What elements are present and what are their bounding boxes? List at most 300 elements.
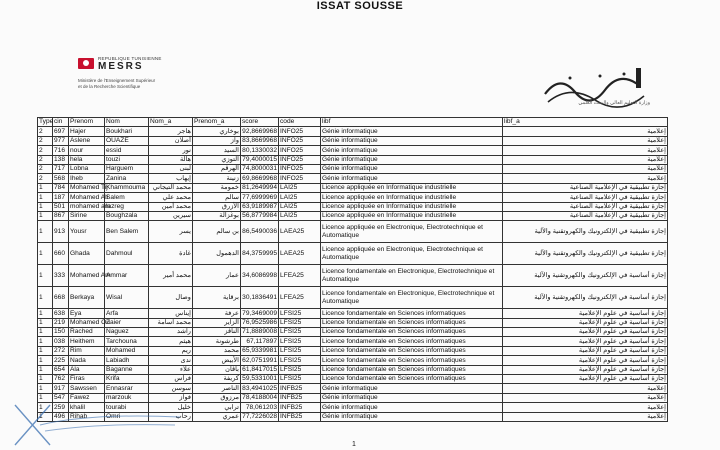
cell-nom-a: فواز	[149, 393, 193, 402]
table-body	[38, 127, 668, 422]
cell-libf-a: إجازة أساسية في علوم الإعلامية	[503, 346, 668, 355]
cell-type: 1	[38, 318, 53, 327]
cell-code: LFSI25	[279, 328, 321, 337]
cell-libf-a: إجازة تطبيقية في الإعلامية الصناعية	[503, 193, 668, 202]
cell-libf-a: إعلامية	[503, 155, 668, 164]
cell-libf: Licence fondamentale en Electronique, Electrotechnique et Automatique	[321, 287, 503, 309]
table-row	[38, 346, 668, 355]
cell-code: LFSI25	[279, 375, 321, 384]
cell-code: INFB25	[279, 403, 321, 412]
cell-cin: 668	[53, 287, 69, 309]
table-row	[38, 384, 668, 393]
cell-nom: OUAZE	[105, 136, 149, 145]
header-type: Type	[39, 118, 54, 126]
cell-libf: Licence appliquée en Informatique industrielle	[321, 202, 503, 211]
cell-code: LAI25	[279, 202, 321, 211]
cell-code: LFSI25	[279, 356, 321, 365]
cell-prenom: Sirine	[69, 211, 105, 220]
cell-code: INFO25	[279, 155, 321, 164]
cell-prenom-a: الزاير	[193, 318, 241, 327]
cell-nom-a: إيناس	[149, 309, 193, 318]
cell-libf-a: إجازة أساسية في الإلكترونيك والكهروتقنية والآلية	[503, 265, 668, 287]
cell-cin: 717	[53, 164, 69, 173]
cell-prenom: Aslene	[69, 136, 105, 145]
cell-prenom-a: السيد	[193, 146, 241, 155]
cell-prenom: Fawez	[69, 393, 105, 402]
cell-libf-a: إعلامية	[503, 164, 668, 173]
cell-type: 1	[38, 412, 53, 421]
table-row	[38, 328, 668, 337]
cell-libf: Licence fondamentale en Sciences informatiques	[321, 346, 503, 355]
cell-prenom-a: خمومة	[193, 183, 241, 192]
cell-type: 1	[38, 365, 53, 374]
cell-cin: 272	[53, 346, 69, 355]
cell-cin: 784	[53, 183, 69, 192]
cell-nom-a: ريم	[149, 346, 193, 355]
cell-prenom-a: الناصر	[193, 384, 241, 393]
cell-libf: Licence appliquée en Informatique industrielle	[321, 211, 503, 220]
cell-nom-a: ندى	[149, 356, 193, 365]
cell-cin: 977	[53, 136, 69, 145]
cell-type: 1	[38, 375, 53, 384]
cell-nom-a: محمد أمير	[149, 265, 193, 287]
cell-type: 1	[38, 183, 53, 192]
cell-nom: lazreg	[105, 202, 149, 211]
header-cin: cin	[53, 118, 69, 127]
cell-cin: 913	[53, 221, 69, 243]
cell-nom-a: محمد التيجاني	[149, 183, 193, 192]
cell-prenom-a: زنينة	[193, 174, 241, 183]
table-row	[38, 164, 668, 173]
cell-score: 79,3469009	[242, 309, 277, 317]
cell-prenom: Rached	[69, 328, 105, 337]
table-row	[38, 221, 668, 243]
cell-libf: Licence fondamentale en Sciences informatiques	[321, 337, 503, 346]
cell-libf: Génie informatique	[321, 155, 503, 164]
table-row	[38, 183, 668, 192]
cell-cin: 762	[53, 375, 69, 384]
cell-type: 1	[38, 309, 53, 318]
cell-prenom: Sawssen	[69, 384, 105, 393]
cell-cin: 225	[53, 356, 69, 365]
cell-prenom-a: الهرڨم	[193, 164, 241, 173]
table-row	[38, 155, 668, 164]
mesrs-logo	[78, 56, 228, 116]
doc-title: ISSAT SOUSSE	[316, 0, 404, 12]
cell-nom-a: سيرين	[149, 211, 193, 220]
cell-score: 67,117897	[241, 337, 279, 346]
cell-nom: Krifa	[105, 375, 149, 384]
cell-prenom-a: محمد	[193, 346, 241, 355]
cell-score: 83,4941025	[242, 384, 277, 392]
cell-prenom: Eya	[69, 309, 105, 318]
cell-score: 78,4188004	[242, 394, 277, 402]
cell-cin: 259	[53, 403, 69, 412]
cell-libf: Licence appliquée en Electronique, Electrotechnique et Automatique	[321, 221, 503, 243]
cell-libf-a: إجازة تطبيقية في الإلكترونيك والكهروتقنية والآلية	[503, 221, 668, 243]
cell-nom-a: محمد علي	[149, 193, 193, 202]
cell-libf-a: إعلامية	[503, 384, 668, 393]
cell-prenom-a: التوزي	[193, 155, 241, 164]
cell-nom-a: لبنى	[149, 164, 193, 173]
cell-prenom: Rihab	[69, 412, 105, 421]
cell-type: 1	[38, 221, 53, 243]
cell-libf: Licence fondamentale en Sciences informatiques	[321, 356, 503, 365]
table-row	[38, 127, 668, 136]
cell-prenom-a: عمار	[193, 265, 241, 287]
cell-cin: 496	[53, 412, 69, 421]
cell-score: 56,8779984	[242, 212, 277, 220]
cell-nom-a: إيهاب	[149, 174, 193, 183]
cell-libf: Génie informatique	[321, 174, 503, 183]
cell-libf: Licence appliquée en Informatique industrielle	[321, 183, 503, 192]
table-row	[38, 202, 668, 211]
cell-nom-a: رحاب	[149, 412, 193, 421]
cell-libf-a: إجازة أساسية في علوم الإعلامية	[503, 337, 668, 346]
cell-score: 77,6999969	[242, 193, 277, 201]
cell-prenom-a: طرشونة	[193, 337, 241, 346]
republic-label: REPUBLIQUE TUNISIENNE	[98, 56, 162, 61]
table-row	[38, 243, 668, 265]
cell-code: LAEA25	[279, 221, 321, 243]
cell-cin: 219	[53, 318, 69, 327]
cell-prenom-a: الأزرق	[193, 202, 241, 211]
cell-prenom: Nada	[69, 356, 105, 365]
cell-nom: Dahmoul	[105, 243, 149, 265]
header-code: code	[279, 118, 321, 127]
cell-prenom: Rim	[69, 346, 105, 355]
cell-cin: 654	[53, 365, 69, 374]
cell-nom: Zaier	[105, 318, 149, 327]
cell-cin: 333	[53, 265, 69, 287]
cell-libf: Licence fondamentale en Sciences informatiques	[321, 365, 503, 374]
cell-prenom: Iheb	[69, 174, 105, 183]
cell-prenom-a: بن سالم	[193, 221, 241, 243]
cell-score: 86,5490036	[241, 221, 279, 243]
cell-libf: Licence fondamentale en Sciences informatiques	[321, 328, 503, 337]
cell-nom: Arfa	[105, 309, 149, 318]
cell-code: INFO25	[279, 136, 321, 145]
cell-score: 69,8669968	[242, 174, 277, 182]
mesrs-acronym: MESRS	[98, 61, 144, 72]
cell-nom: tourabi	[105, 403, 149, 412]
cell-nom: Zanina	[105, 174, 149, 183]
table-row	[38, 309, 668, 318]
header-prenom-a: Prenom_a	[193, 118, 241, 127]
cell-libf: Génie informatique	[321, 164, 503, 173]
cell-code: LFSI25	[279, 309, 321, 318]
cell-cin: 867	[53, 211, 69, 220]
cell-libf-a: إجازة تطبيقية في الإلكترونيك والكهروتقنية والآلية	[503, 243, 668, 265]
cell-nom-a: غادة	[149, 243, 193, 265]
cell-libf-a: إعلامية	[503, 412, 668, 421]
cell-nom: Tarchouna	[105, 337, 149, 346]
cell-score: 34,6086998	[241, 265, 279, 287]
header-libf: libf	[321, 118, 503, 127]
table-row	[38, 265, 668, 287]
cell-cin: 501	[53, 202, 69, 211]
results-table	[37, 117, 668, 422]
cell-code: INFO25	[279, 127, 321, 136]
header-nom: Nom	[105, 118, 149, 127]
cell-cin: 917	[53, 384, 69, 393]
cell-score: 74,8000031	[242, 165, 277, 173]
cell-score: 76,9525986	[242, 319, 277, 327]
cell-libf: Licence appliquée en Informatique industrielle	[321, 193, 503, 202]
cell-nom-a: سوسن	[149, 384, 193, 393]
cell-score: 83,8669968	[242, 137, 277, 145]
cell-libf-a: إجازة أساسية في علوم الإعلامية	[503, 375, 668, 384]
cell-libf: Licence fondamentale en Sciences informatiques	[321, 318, 503, 327]
cell-libf: Génie informatique	[321, 403, 503, 412]
cell-libf: Licence fondamentale en Electronique, Electrotechnique et Automatique	[321, 265, 503, 287]
cell-libf: Licence fondamentale en Sciences informatiques	[321, 375, 503, 384]
cell-libf-a: إجازة تطبيقية في الإعلامية الصناعية	[503, 202, 668, 211]
cell-libf-a: إجازة تطبيقية في الإعلامية الصناعية	[503, 211, 668, 220]
cell-nom: Salem	[105, 193, 149, 202]
cell-type: 1	[38, 211, 53, 220]
cell-nom-a: راشد	[149, 328, 193, 337]
cell-nom: Khammouma	[105, 183, 149, 192]
cell-prenom: Mohamed Tij	[70, 184, 108, 192]
cell-libf-a: إعلامية	[503, 403, 668, 412]
cell-prenom: Mohamed Am	[69, 265, 105, 287]
cell-score: 30,1836491	[241, 287, 279, 309]
cell-code: LFSI25	[279, 318, 321, 327]
cell-libf-a: إجازة أساسية في الإلكترونيك والكهروتقنية والآلية	[503, 287, 668, 309]
cell-libf: Licence appliquée en Electronique, Electrotechnique et Automatique	[321, 243, 503, 265]
cell-score: 81,2649994	[242, 184, 277, 192]
cell-libf-a: إجازة أساسية في علوم الإعلامية	[503, 365, 668, 374]
cell-cin: 150	[53, 328, 69, 337]
cell-libf-a: إعلامية	[503, 393, 668, 402]
cell-nom: essid	[105, 146, 149, 155]
tunisia-flag-icon	[78, 58, 94, 69]
table-row	[38, 193, 668, 202]
cell-libf-a: إجازة أساسية في علوم الإعلامية	[503, 328, 668, 337]
cell-score: 61,8417015	[242, 366, 277, 374]
cell-libf-a: إجازة أساسية في علوم الإعلامية	[503, 318, 668, 327]
cell-libf: Génie informatique	[321, 146, 503, 155]
header-score: score	[241, 118, 279, 127]
cell-prenom-a: الدهمول	[193, 243, 241, 265]
cell-cin: 138	[53, 155, 69, 164]
cell-nom: Ben Salem	[105, 221, 149, 243]
cell-prenom: Mohamed Ali	[70, 193, 109, 201]
cell-nom-a: محمد اسامة	[149, 318, 193, 327]
cell-score: 59,5331001	[242, 375, 277, 383]
table-row	[38, 287, 668, 309]
cell-cin: 716	[53, 146, 69, 155]
cell-prenom: Hajer	[69, 127, 105, 136]
cell-prenom-a: واز	[193, 136, 241, 145]
cell-nom-a: هيثم	[149, 337, 193, 346]
cell-cin: 660	[53, 243, 69, 265]
cell-nom-a: علاء	[149, 365, 193, 374]
cell-libf: Génie informatique	[321, 127, 503, 136]
cell-libf: Génie informatique	[321, 384, 503, 393]
cell-prenom: hela	[69, 155, 105, 164]
cell-prenom-a: باڨان	[193, 365, 241, 374]
page-number: 1	[352, 441, 356, 448]
cell-type: 1	[38, 393, 53, 402]
cell-nom-a: خليل	[149, 403, 193, 412]
cell-prenom: Firas	[69, 375, 105, 384]
cell-code: LFSI25	[279, 365, 321, 374]
cell-code: LFSI25	[279, 337, 321, 346]
cell-code: INFO25	[279, 164, 321, 173]
signature-stamp-icon	[10, 395, 190, 450]
cell-nom-a: محمد أمين	[149, 202, 193, 211]
cell-nom-a: فراس	[149, 375, 193, 384]
cell-nom: Mohamed	[105, 346, 149, 355]
cell-code: LAI25	[279, 183, 321, 192]
cell-prenom-a: سالم	[193, 193, 241, 202]
cell-prenom-a: الناڨز	[193, 328, 241, 337]
cell-prenom-a: ترابي	[193, 403, 241, 412]
cell-nom: Boukhari	[105, 127, 149, 136]
cell-cin: 187	[53, 193, 69, 202]
cell-code: LAEA25	[279, 243, 321, 265]
cell-nom: Naguez	[105, 328, 149, 337]
cell-prenom: khalil	[69, 403, 105, 412]
cell-type: 2	[38, 164, 53, 173]
cell-prenom: Yousr	[69, 221, 105, 243]
cell-type: 2	[38, 136, 53, 145]
header-nom-a: Nom_a	[149, 118, 193, 127]
cell-nom: Baganne	[105, 365, 149, 374]
cell-type: 1	[38, 346, 53, 355]
ministry-line-2: et de la Recherche Scientifique	[78, 84, 141, 89]
header-prenom: Prenom	[69, 118, 105, 127]
cell-code: LAI25	[279, 193, 321, 202]
cell-nom-a: وصال	[149, 287, 193, 309]
cell-score: 71,8889008	[242, 328, 277, 336]
cell-prenom: nour	[69, 146, 105, 155]
cell-type: 1	[38, 384, 53, 393]
ministry-line-1: Ministère de l'Enseignement Supérieur	[78, 78, 156, 83]
cell-nom-a: هالة	[149, 155, 193, 164]
cell-code: INFO25	[279, 174, 321, 183]
cell-libf-a: إعلامية	[503, 146, 668, 155]
cell-prenom-a: عرفة	[193, 309, 241, 318]
cell-type: 2	[38, 127, 53, 136]
cell-type: 1	[38, 328, 53, 337]
table-row	[38, 211, 668, 220]
cell-nom: touzi	[105, 155, 149, 164]
table-header-row	[38, 118, 668, 127]
table-row	[38, 337, 668, 346]
cell-prenom-a: برقاية	[193, 287, 241, 309]
cell-nom-a: نور	[149, 146, 193, 155]
cell-cin: 638	[53, 309, 69, 318]
cell-libf: Licence fondamentale en Sciences informatiques	[321, 309, 503, 318]
cell-type: 2	[38, 174, 53, 183]
cell-nom: Ammar	[105, 265, 149, 287]
cell-type: 1	[38, 265, 53, 287]
cell-type: 1	[38, 287, 53, 309]
cell-cin: 547	[53, 393, 69, 402]
cell-prenom-a: كريفة	[193, 375, 241, 384]
cell-nom: Omri	[105, 412, 149, 421]
cell-prenom-a: بوخاري	[193, 127, 241, 136]
cell-nom: Harguem	[105, 164, 149, 173]
cell-prenom: Ala	[69, 365, 105, 374]
table-row	[38, 356, 668, 365]
table-row	[38, 136, 668, 145]
cell-code: INFB25	[279, 412, 321, 421]
cell-libf: Génie informatique	[321, 393, 503, 402]
cell-type: 1	[38, 356, 53, 365]
cell-nom: marzouk	[105, 393, 149, 402]
cell-prenom-a: عمري	[193, 412, 241, 421]
cell-code: LAI25	[279, 211, 321, 220]
cell-score: 80,1330032	[242, 146, 277, 154]
cell-prenom: mohamed am	[70, 202, 111, 210]
cell-libf-a: إعلامية	[503, 174, 668, 183]
cell-score: 62,0751991	[242, 356, 277, 364]
cell-score: 77,7226028	[242, 413, 277, 420]
table-row	[38, 146, 668, 155]
arabic-subtitle: وزارة التعليم العالي والبحث العلمي	[578, 100, 650, 106]
cell-prenom: Berkaya	[69, 287, 105, 309]
cell-type: 2	[38, 146, 53, 155]
cell-libf: Génie informatique	[321, 136, 503, 145]
cell-cin: 568	[53, 174, 69, 183]
cell-libf-a: إجازة أساسية في علوم الإعلامية	[503, 356, 668, 365]
cell-type: 1	[38, 193, 53, 202]
cell-nom-a: يسر	[149, 221, 193, 243]
cell-prenom: Ghada	[69, 243, 105, 265]
table-row	[38, 365, 668, 374]
cell-libf-a: إجازة تطبيقية في الإعلامية الصناعية	[503, 183, 668, 192]
cell-libf: Génie informatique	[321, 412, 503, 421]
header-libf-a: libf_a	[503, 118, 668, 127]
cell-score: 63,9189987	[242, 202, 277, 210]
cell-prenom-a: مرزوق	[193, 393, 241, 402]
cell-nom: Labiadh	[105, 356, 149, 365]
cell-prenom: Mohamed Ou	[70, 319, 110, 327]
cell-code: LFEA25	[279, 287, 321, 309]
cell-libf-a: إعلامية	[503, 136, 668, 145]
cell-code: INFB25	[279, 384, 321, 393]
table-row	[38, 174, 668, 183]
cell-prenom: Heithem	[69, 337, 105, 346]
cell-type: 1	[38, 403, 53, 412]
cell-prenom-a: بوغزالة	[193, 211, 241, 220]
cell-cin: 697	[53, 127, 69, 136]
cell-score: 84,3759995	[241, 243, 279, 265]
cell-cin: 038	[53, 337, 69, 346]
cell-type: 1	[38, 243, 53, 265]
table-row	[38, 375, 668, 384]
cell-libf-a: إجازة أساسية في علوم الإعلامية	[503, 309, 668, 318]
cell-libf-a: إعلامية	[503, 127, 668, 136]
cell-nom-a: هاجر	[149, 127, 193, 136]
cell-type: 1	[38, 337, 53, 346]
cell-code: LFEA25	[279, 265, 321, 287]
cell-score: 78,061203	[241, 403, 279, 412]
cell-nom: Boughzala	[105, 211, 149, 220]
cell-code: LFSI25	[279, 346, 321, 355]
cell-nom: Ennasrar	[105, 384, 149, 393]
table-row	[38, 318, 668, 327]
cell-code: INFB25	[279, 393, 321, 402]
cell-score: 79,4000015	[242, 155, 277, 163]
cell-score: 65,9339981	[242, 347, 277, 355]
cell-code: INFO25	[279, 146, 321, 155]
cell-prenom-a: الأبيض	[193, 356, 241, 365]
